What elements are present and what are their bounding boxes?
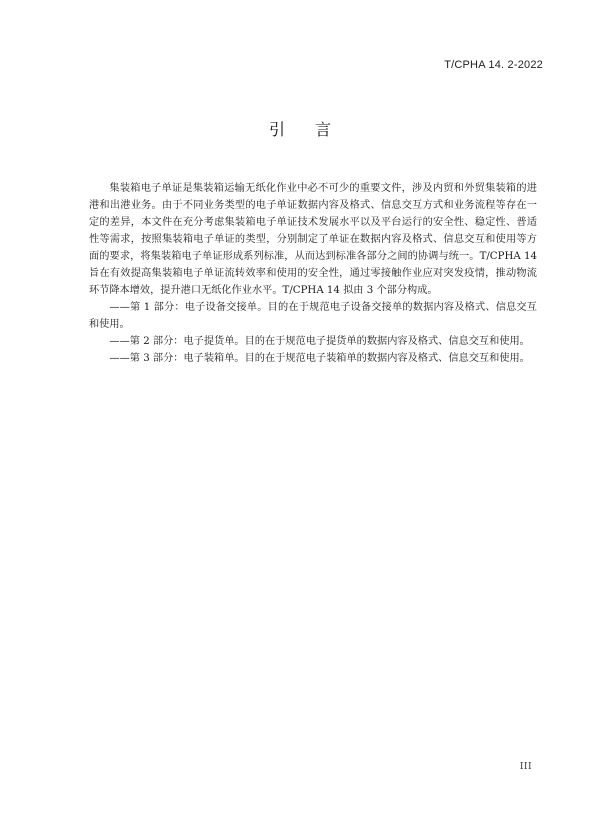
part-list-item-3: ——第 3 部分：电子装箱单。目的在于规范电子装箱单的数据内容及格式、信息交互和使用。 — [109, 353, 530, 364]
body-text — [89, 180, 537, 367]
section-title: 引言 — [268, 120, 361, 139]
part-list-item-2: ——第 2 部分：电子提货单。目的在于规范电子提货单的数据内容及格式、信息交互和使用。 — [109, 336, 530, 347]
intro-paragraph: 集装箱电子单证是集装箱运输无纸化作业中必不可少的重要文件，涉及内贸和外贸集装箱的进港和出港业务。由于不同业务类型的电子单证数据内容及格式、信息交互方式和业务流程等存在一定的差异，本文件在充分考虑集装箱电子单证技术发展水平以及平台运行的安全性、稳定性、普适性等需求，按照集装箱电子单证的类型，分别制定了单证在数据内容及格式、信息交互和使用等方面的要求，将集装箱电子单证形成系列标准，从而达到标准各部分之间的协调与统一。T/CPHA 14 旨在有效提高集装箱电子单证流转效率和使用的安全性，通过零接触作业应对突发疫情，推动物流环节降本增效，提升港口无纸化作业水平。T/CPHA 14 拟由 3 个部分构成。 — [89, 183, 537, 296]
part-list-item-1: ——第 1 部分：电子设备交接单。目的在于规范电子设备交接单的数据内容及格式、信息交互和使用。 — [89, 302, 537, 330]
page-number: III — [519, 762, 532, 772]
document-code: T/CPHA 14. 2-2022 — [444, 59, 543, 71]
